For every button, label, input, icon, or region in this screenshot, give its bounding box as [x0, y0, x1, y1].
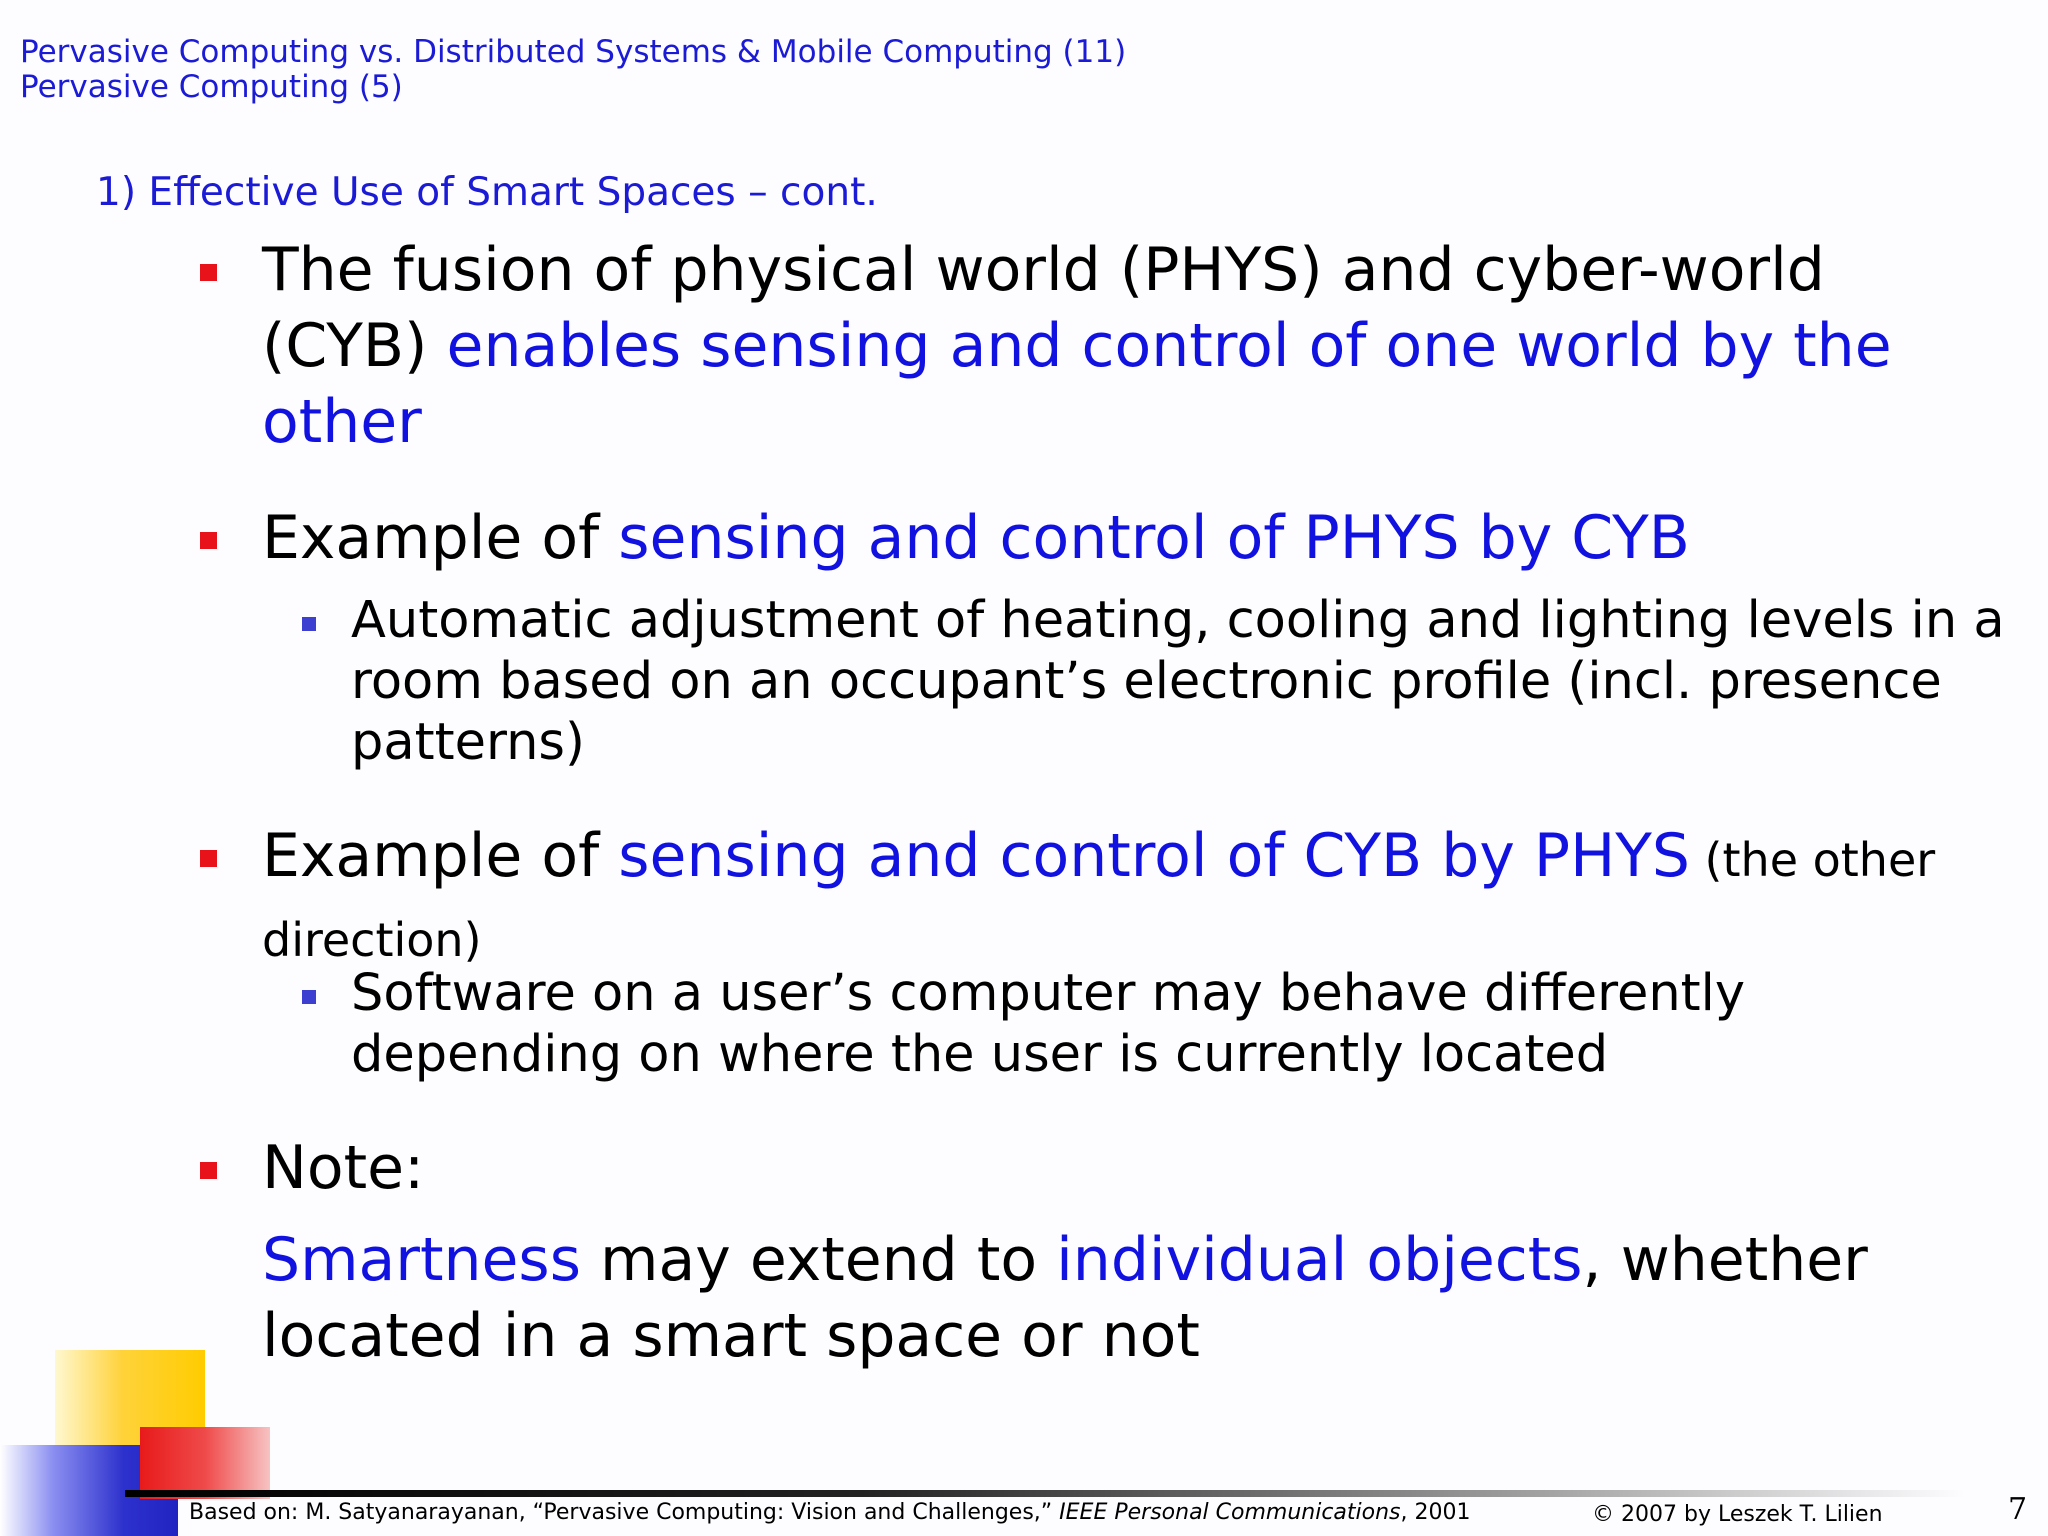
subbullet-software	[351, 963, 2011, 1085]
red-bullet-icon	[200, 264, 217, 281]
note-body	[262, 1222, 2002, 1374]
bullet-text: Note:	[262, 1133, 425, 1203]
bullet-phys-by-cyb	[262, 500, 2002, 576]
bullet-text: Example of	[262, 503, 619, 573]
bullet-emphasis: sensing and control of CYB by PHYS	[618, 821, 1690, 891]
blue-subbullet-icon	[302, 617, 316, 631]
footer-citation	[189, 1500, 1471, 1525]
header-line-2: Pervasive Computing (5)	[20, 69, 403, 105]
bullet-emphasis: sensing and control of PHYS by CYB	[618, 503, 1690, 573]
slide-header	[20, 35, 1126, 105]
subbullet-heating	[351, 590, 2011, 773]
page-number: 7	[2008, 1492, 2028, 1527]
footer-divider	[125, 1490, 1965, 1497]
red-bullet-icon	[200, 1162, 217, 1179]
note-emphasis: Smartness	[262, 1225, 581, 1295]
citation-text: Based on: M. Satyanarayanan, “Pervasive Computing: Vision and Challenges,”	[189, 1500, 1060, 1525]
section-subheading: 1) Effective Use of Smart Spaces – cont.	[96, 170, 878, 215]
note-text: may extend to	[580, 1225, 1057, 1295]
red-bullet-icon	[200, 850, 217, 867]
note-emphasis: individual objects	[1056, 1225, 1583, 1295]
red-bullet-icon	[200, 532, 217, 549]
bullet-emphasis: enables sensing and control of one world by the other	[262, 311, 1892, 457]
citation-journal: IEEE Personal Communications	[1059, 1500, 1401, 1525]
bullet-note	[262, 1130, 2002, 1206]
bullet-text: Example of	[262, 821, 619, 891]
subbullet-text: Software on a user’s computer may behave differently depending on where the user is currently located	[351, 964, 1746, 1084]
note-text: , whether located in a smart space or not	[262, 1225, 1868, 1371]
bullet-fusion	[262, 232, 2002, 460]
bullet-cyb-by-phys	[262, 818, 2002, 978]
decorative-red-square	[140, 1427, 270, 1499]
header-line-1: Pervasive Computing vs. Distributed Systems & Mobile Computing (11)	[20, 34, 1127, 70]
bullet-text: The fusion of physical world (PHYS) and cyber-world (CYB)	[262, 235, 1825, 381]
blue-subbullet-icon	[302, 990, 316, 1004]
footer-copyright: © 2007 by Leszek T. Lilien	[1592, 1502, 1883, 1527]
bullet-aside: (the other direction)	[262, 833, 1936, 967]
subbullet-text: Automatic adjustment of heating, cooling and lighting levels in a room based on an occupant’s electronic profile (incl. presence patterns)	[351, 591, 2005, 772]
citation-year: , 2001	[1400, 1500, 1471, 1525]
